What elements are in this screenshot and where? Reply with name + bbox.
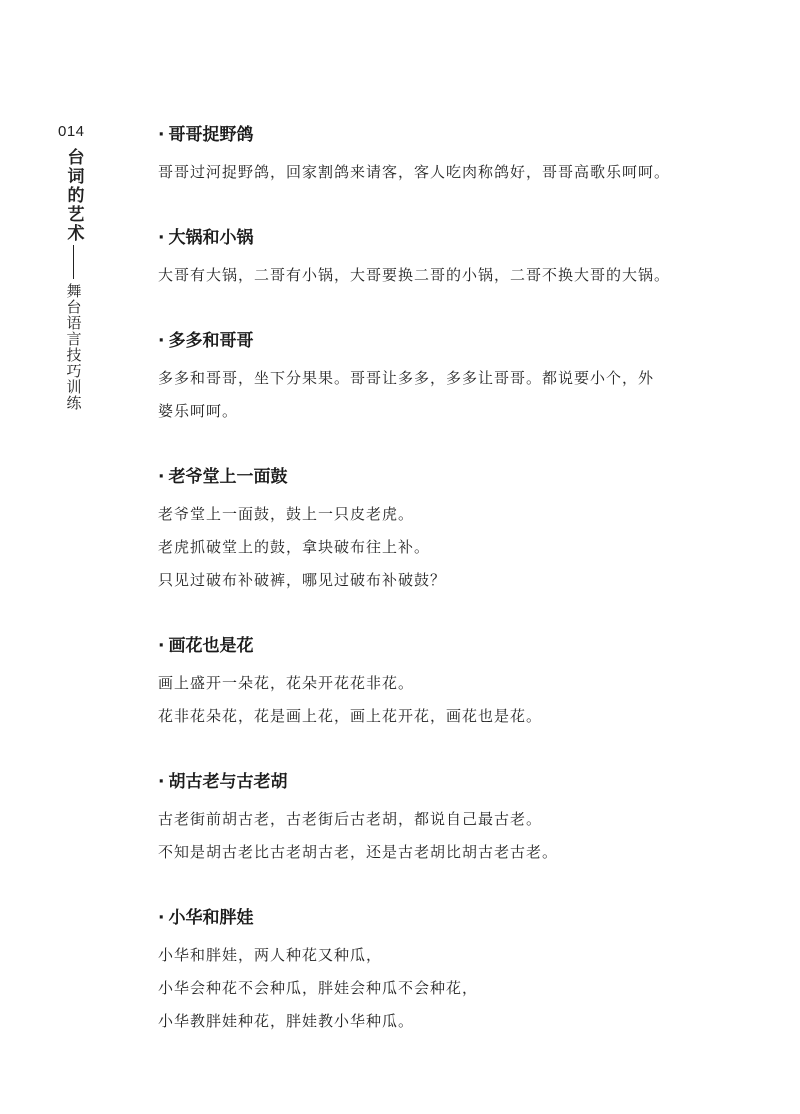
section-title-text: 画花也是花 (168, 636, 254, 656)
main-content (158, 122, 678, 1074)
text-line: 不知是胡古老比古老胡古老，还是古老胡比胡古老古老。 (158, 843, 559, 861)
section-title-text: 胡古老与古老胡 (168, 772, 288, 792)
text-line: 古老街前胡古老，古老街后古老胡，都说自己最古老。 (158, 810, 543, 828)
section (158, 905, 678, 1038)
book-subtitle: 舞台语言技巧训练 (64, 283, 83, 411)
section (158, 328, 678, 428)
text-line: 只见过破布补破裤，哪见过破布补破鼓？ (158, 571, 447, 589)
text-line: 多多和哥哥，坐下分果果。哥哥让多多，多多让哥哥。都说要小个，外 (158, 369, 655, 387)
running-header (62, 148, 84, 411)
section-title-text: 哥哥捉野鸽 (168, 125, 254, 145)
bullet-dot: · (158, 125, 165, 145)
text-line: 画上盛开一朵花，花朵开花花非花。 (158, 674, 415, 692)
section-title (158, 464, 678, 490)
section-title-text: 小华和胖娃 (168, 908, 254, 928)
page-number: 014 (58, 123, 85, 140)
text-line: 哥哥过河捉野鸽，回家割鸽来请客，客人吃肉称鸽好，哥哥高歌乐呵呵。 (158, 163, 671, 181)
text-line: 老虎抓破堂上的鼓，拿块破布往上补。 (158, 538, 431, 556)
bullet-dot: · (158, 467, 165, 487)
text-line: 小华教胖娃种花，胖娃教小华种瓜。 (158, 1012, 415, 1030)
bullet-dot: · (158, 908, 165, 928)
text-line: 小华和胖娃，两人种花又种瓜， (158, 946, 383, 964)
section-title-text: 老爷堂上一面鼓 (168, 467, 288, 487)
bullet-dot: · (158, 772, 165, 792)
bullet-dot: · (158, 331, 165, 351)
title-dash (73, 245, 74, 279)
book-title: 台词的艺术 (63, 148, 84, 243)
section-title-text: 多多和哥哥 (168, 331, 254, 351)
section (158, 225, 678, 292)
section-title (158, 905, 678, 931)
text-line: 婆乐呵呵。 (158, 402, 239, 420)
text-line: 花非花朵花，花是画上花，画上花开花，画花也是花。 (158, 707, 543, 725)
section-title-text: 大锅和小锅 (168, 228, 254, 248)
bullet-dot: · (158, 228, 165, 248)
section-title (158, 225, 678, 251)
section-title (158, 328, 678, 354)
section (158, 633, 678, 733)
section-title (158, 633, 678, 659)
section (158, 122, 678, 189)
section-title (158, 122, 678, 148)
text-line: 老爷堂上一面鼓，鼓上一只皮老虎。 (158, 505, 415, 523)
bullet-dot: · (158, 636, 165, 656)
section (158, 769, 678, 869)
text-line: 大哥有大锅，二哥有小锅，大哥要换二哥的小锅，二哥不换大哥的大锅。 (158, 266, 671, 284)
text-line: 小华会种花不会种瓜，胖娃会种瓜不会种花， (158, 979, 479, 997)
section-title (158, 769, 678, 795)
section (158, 464, 678, 597)
